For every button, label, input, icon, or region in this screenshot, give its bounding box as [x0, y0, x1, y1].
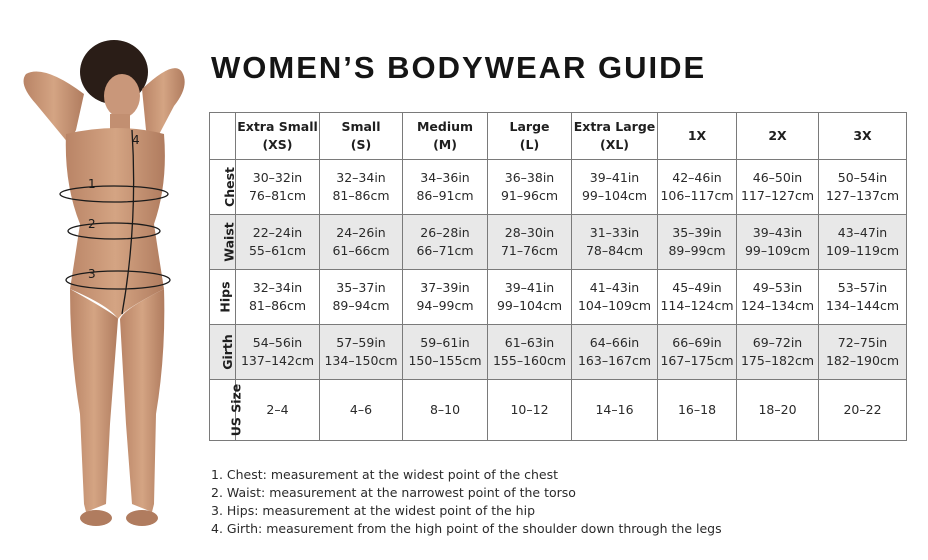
column-header-abbr: (XS): [262, 137, 293, 152]
header-corner-cell: [210, 113, 236, 160]
cell-cm: 106–117cm: [660, 188, 734, 203]
column-header: [320, 113, 403, 160]
row-label-cell: [210, 270, 236, 325]
header-row: [210, 113, 907, 160]
cell-cm: 94–99cm: [416, 298, 474, 313]
table-cell: [403, 270, 488, 325]
row-label: Girth: [219, 334, 235, 370]
table-row: [210, 160, 907, 215]
table-cell: [572, 325, 658, 380]
cell-cm: 175–182cm: [740, 353, 815, 368]
cell-inches: 34–36in: [420, 170, 470, 185]
cell-inches: 37–39in: [420, 280, 470, 295]
table-cell: [658, 380, 737, 441]
table-cell: [236, 215, 320, 270]
row-label: Waist: [221, 222, 237, 262]
cell-inches: 32–34in: [336, 170, 386, 185]
table-row: [210, 325, 907, 380]
cell-cm: 99–104cm: [496, 298, 563, 313]
cell-inches: 39–41in: [504, 280, 555, 295]
cell-cm: 78–84cm: [585, 243, 644, 258]
note-chest: 1. Chest: measurement at the widest point of the chest: [211, 467, 559, 482]
column-header: [819, 113, 907, 160]
cell-value: 2–4: [266, 402, 289, 417]
cell-cm: 61–66cm: [332, 243, 390, 258]
row-label: Chest: [221, 167, 237, 207]
cell-inches: 28–30in: [504, 225, 555, 240]
table-cell: [320, 160, 403, 215]
table-cell: [488, 215, 572, 270]
cell-cm: 167–175cm: [660, 353, 734, 368]
table-cell: [320, 380, 403, 441]
page-title: WOMEN’S BODYWEAR GUIDE: [211, 50, 707, 85]
cell-inches: 61–63in: [504, 335, 555, 350]
cell-cm: 182–190cm: [825, 353, 900, 368]
figure-label-waist: 2: [88, 217, 96, 231]
table-body: [210, 160, 907, 441]
cell-inches: 64–66in: [589, 335, 640, 350]
column-header-abbr: (L): [519, 137, 540, 152]
table-cell: [819, 325, 907, 380]
table-cell: [737, 270, 819, 325]
cell-inches: 49–53in: [752, 280, 803, 295]
row-label: US Size: [228, 383, 244, 437]
cell-cm: 109–119cm: [825, 243, 900, 258]
table-cell: [488, 380, 572, 441]
cell-inches: 43–47in: [837, 225, 888, 240]
figure-label-chest: 1: [88, 177, 96, 191]
cell-inches: 39–43in: [752, 225, 803, 240]
cell-inches: 26–28in: [420, 225, 470, 240]
cell-inches: 46–50in: [752, 170, 803, 185]
cell-inches: 42–46in: [672, 170, 722, 185]
cell-inches: 35–39in: [672, 225, 722, 240]
column-header: [403, 113, 488, 160]
cell-cm: 81–86cm: [332, 188, 390, 203]
cell-cm: 117–127cm: [740, 188, 815, 203]
column-header: [572, 113, 658, 160]
cell-cm: 86–91cm: [416, 188, 474, 203]
cell-inches: 50–54in: [837, 170, 888, 185]
column-header-name: Medium: [416, 119, 474, 134]
cell-cm: 55–61cm: [248, 243, 307, 258]
column-header-name: Extra Large: [573, 119, 656, 134]
cell-inches: 24–26in: [336, 225, 386, 240]
table-cell: [572, 215, 658, 270]
cell-cm: 81–86cm: [248, 298, 307, 313]
cell-cm: 155–160cm: [492, 353, 567, 368]
table-cell: [403, 215, 488, 270]
column-header-abbr: (XL): [599, 137, 630, 152]
cell-cm: 114–124cm: [660, 298, 734, 313]
table-cell: [403, 380, 488, 441]
cell-inches: 45–49in: [672, 280, 722, 295]
table-cell: [320, 325, 403, 380]
column-header: [488, 113, 572, 160]
table-cell: [572, 380, 658, 441]
cell-cm: 71–76cm: [500, 243, 559, 258]
column-header-name: Small: [341, 119, 381, 134]
cell-value: 4–6: [349, 402, 373, 417]
column-header-name: Extra Small: [237, 119, 318, 134]
table-cell: [236, 160, 320, 215]
cell-inches: 66–69in: [672, 335, 722, 350]
cell-inches: 54–56in: [252, 335, 303, 350]
cell-cm: 104–109cm: [577, 298, 652, 313]
cell-cm: 137–142cm: [240, 353, 315, 368]
column-header-abbr: (M): [433, 137, 457, 152]
cell-cm: 124–134cm: [740, 298, 815, 313]
note-hips: 3. Hips: measurement at the widest point of the hip: [211, 503, 536, 518]
table-cell: [658, 325, 737, 380]
row-label-cell: [210, 160, 236, 215]
table-cell: [819, 215, 907, 270]
column-header: [236, 113, 320, 160]
table-cell: [819, 270, 907, 325]
note-girth: 4. Girth: measurement from the high point of the shoulder down through the legs: [211, 521, 722, 536]
table-row: [210, 215, 907, 270]
table-cell: [819, 380, 907, 441]
row-label-cell: [210, 325, 236, 380]
table-cell: [737, 160, 819, 215]
cell-inches: 32–34in: [252, 280, 303, 295]
table-cell: [488, 325, 572, 380]
cell-cm: 66–71cm: [416, 243, 474, 258]
table-row: [210, 380, 907, 441]
table-cell: [819, 160, 907, 215]
table-cell: [236, 380, 320, 441]
cell-value: 14–16: [595, 402, 634, 417]
table-row: [210, 270, 907, 325]
cell-inches: 69–72in: [752, 335, 803, 350]
table-cell: [236, 270, 320, 325]
note-waist: 2. Waist: measurement at the narrowest point of the torso: [211, 485, 576, 500]
cell-cm: 89–99cm: [668, 243, 726, 258]
cell-value: 16–18: [677, 402, 717, 417]
table-cell: [572, 270, 658, 325]
cell-cm: 163–167cm: [577, 353, 652, 368]
cell-inches: 31–33in: [589, 225, 640, 240]
figure-label-girth: 4: [132, 133, 140, 147]
row-label: Hips: [217, 281, 233, 313]
table-cell: [488, 160, 572, 215]
column-header-name: Large: [509, 119, 550, 134]
cell-inches: 53–57in: [837, 280, 888, 295]
cell-inches: 59–61in: [420, 335, 470, 350]
column-header: [737, 113, 819, 160]
column-header-name: 1X: [687, 128, 707, 143]
table-cell: [737, 215, 819, 270]
size-guide-table: [209, 112, 907, 441]
table-cell: [658, 215, 737, 270]
cell-value: 8–10: [429, 402, 461, 417]
table-cell: [737, 380, 819, 441]
cell-inches: 30–32in: [252, 170, 303, 185]
cell-inches: 22–24in: [252, 225, 303, 240]
cell-cm: 127–137cm: [825, 188, 900, 203]
cell-cm: 150–155cm: [408, 353, 482, 368]
cell-cm: 99–109cm: [744, 243, 811, 258]
cell-inches: 41–43in: [589, 280, 640, 295]
cell-cm: 134–150cm: [324, 353, 398, 368]
cell-cm: 91–96cm: [500, 188, 559, 203]
table-cell: [572, 160, 658, 215]
column-header-name: 2X: [768, 128, 787, 143]
table-cell: [403, 325, 488, 380]
cell-inches: 72–75in: [837, 335, 888, 350]
column-header: [658, 113, 737, 160]
cell-cm: 89–94cm: [332, 298, 390, 313]
table-cell: [737, 325, 819, 380]
cell-value: 10–12: [510, 402, 549, 417]
cell-cm: 76–81cm: [248, 188, 307, 203]
model-figure-image: [14, 34, 194, 544]
table-cell: [320, 270, 403, 325]
table-cell: [658, 160, 737, 215]
table-cell: [403, 160, 488, 215]
table-cell: [488, 270, 572, 325]
measurement-notes: [211, 466, 722, 538]
cell-cm: 99–104cm: [581, 188, 648, 203]
figure-label-hips: 3: [88, 267, 96, 281]
column-header-abbr: (S): [350, 137, 372, 152]
cell-value: 18–20: [758, 402, 797, 417]
row-label-cell: [210, 380, 244, 441]
cell-inches: 35–37in: [336, 280, 386, 295]
table-cell: [320, 215, 403, 270]
table-cell: [658, 270, 737, 325]
table-cell: [236, 325, 320, 380]
row-label-cell: [210, 215, 236, 270]
cell-inches: 57–59in: [336, 335, 386, 350]
cell-cm: 134–144cm: [825, 298, 900, 313]
cell-inches: 39–41in: [589, 170, 640, 185]
column-header-name: 3X: [853, 128, 872, 143]
cell-inches: 36–38in: [504, 170, 555, 185]
cell-value: 20–22: [843, 402, 882, 417]
